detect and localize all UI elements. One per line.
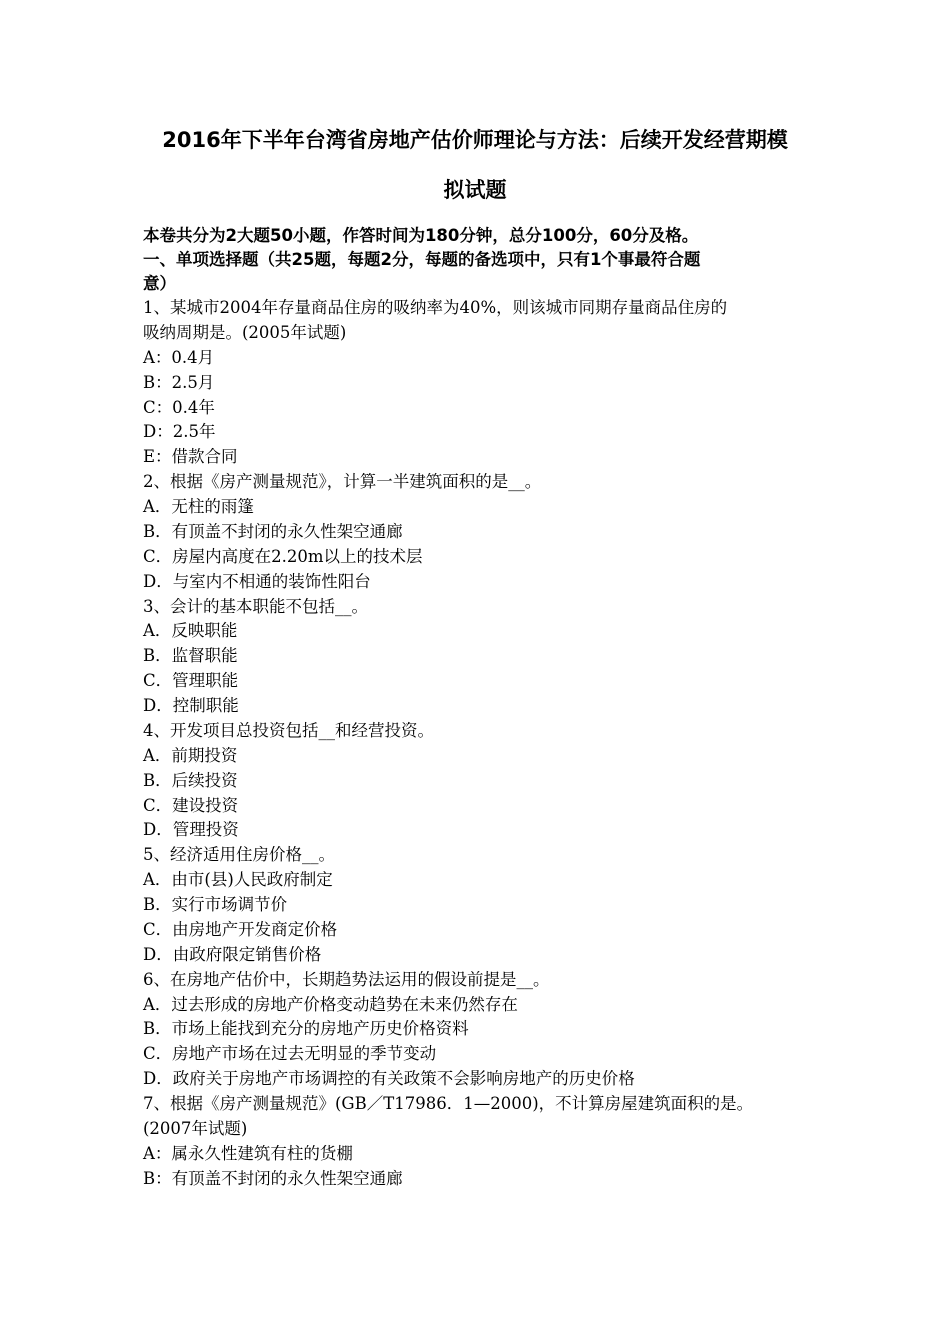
question-5-option-d: D．由政府限定销售价格 xyxy=(143,944,322,964)
question-5-option-b: B．实行市场调节价 xyxy=(143,895,288,914)
question-7-option-a: A：属永久性建筑有柱的货棚 xyxy=(143,1143,353,1163)
question-1-option-a: A：0.4月 xyxy=(143,347,215,367)
question-7-line-1: 7、根据《房产测量规范》(GB／T17986．1—2000)，不计算房屋建筑面积的是。 xyxy=(143,1094,754,1113)
question-1-option-b: B：2.5月 xyxy=(143,372,215,392)
question-4-option-a: A．前期投资 xyxy=(143,745,238,765)
question-1-line-2: 吸纳周期是。(2005年试题) xyxy=(143,322,347,342)
question-3-option-c: C．管理职能 xyxy=(143,671,239,691)
section-heading-line-2: 意） xyxy=(143,273,176,293)
question-1-option-d: D：2.5年 xyxy=(143,422,216,442)
section-heading-line-1: 一、单项选择题（共25题，每题2分，每题的备选项中，只有1个事最符合题 xyxy=(143,250,701,269)
question-1-option-c: C：0.4年 xyxy=(143,397,215,417)
question-2-option-b: B．有顶盖不封闭的永久性架空通廊 xyxy=(143,521,403,541)
question-5-option-a: A．由市(县)人民政府制定 xyxy=(143,870,333,890)
document-title-line-2: 拟试题 xyxy=(443,178,507,202)
question-3-option-a: A．反映职能 xyxy=(143,621,238,641)
question-4-option-c: C．建设投资 xyxy=(143,795,239,815)
question-6-option-a: A．过去形成的房地产价格变动趋势在未来仍然存在 xyxy=(143,994,518,1014)
question-4-option-b: B．后续投资 xyxy=(143,770,238,790)
question-6-option-c: C．房地产市场在过去无明显的季节变动 xyxy=(143,1044,437,1064)
question-5-option-c: C．由房地产开发商定价格 xyxy=(143,919,338,939)
question-list xyxy=(143,296,823,1192)
question-3-option-d: D．控制职能 xyxy=(143,696,239,715)
question-7-line-2: (2007年试题) xyxy=(143,1118,248,1138)
question-2: 2、根据《房产测量规范》，计算一半建筑面积的是__。 xyxy=(143,472,542,492)
question-3-option-b: B．监督职能 xyxy=(143,646,238,666)
document-title-line-1: 2016年下半年台湾省房地产估价师理论与方法：后续开发经营期模 xyxy=(162,128,788,152)
question-2-option-c: C．房屋内高度在2.20m以上的技术层 xyxy=(143,546,423,566)
question-2-option-d: D．与室内不相通的装饰性阳台 xyxy=(143,571,371,591)
question-6-option-b: B．市场上能找到充分的房地产历史价格资料 xyxy=(143,1019,469,1039)
exam-intro: 本卷共分为2大题50小题，作答时间为180分钟，总分100分，60分及格。 xyxy=(143,226,699,245)
question-6: 6、在房地产估价中，长期趋势法运用的假设前提是__。 xyxy=(143,969,550,989)
question-5: 5、经济适用住房价格__。 xyxy=(143,845,335,865)
question-1-option-e: E：借款合同 xyxy=(143,447,238,467)
question-2-option-a: A．无柱的雨篷 xyxy=(143,497,254,516)
question-4: 4、开发项目总投资包括__和经营投资。 xyxy=(143,720,434,740)
section-heading xyxy=(143,248,811,295)
question-1-line-1: 1、某城市2004年存量商品住房的吸纳率为40%，则该城市同期存量商品住房的 xyxy=(143,298,728,317)
question-4-option-d: D．管理投资 xyxy=(143,820,239,840)
question-3: 3、会计的基本职能不包括__。 xyxy=(143,596,368,616)
question-6-option-d: D．政府关于房地产市场调控的有关政策不会影响房地产的历史价格 xyxy=(143,1069,635,1089)
question-7-option-b: B：有顶盖不封闭的永久性架空通廊 xyxy=(143,1168,403,1188)
